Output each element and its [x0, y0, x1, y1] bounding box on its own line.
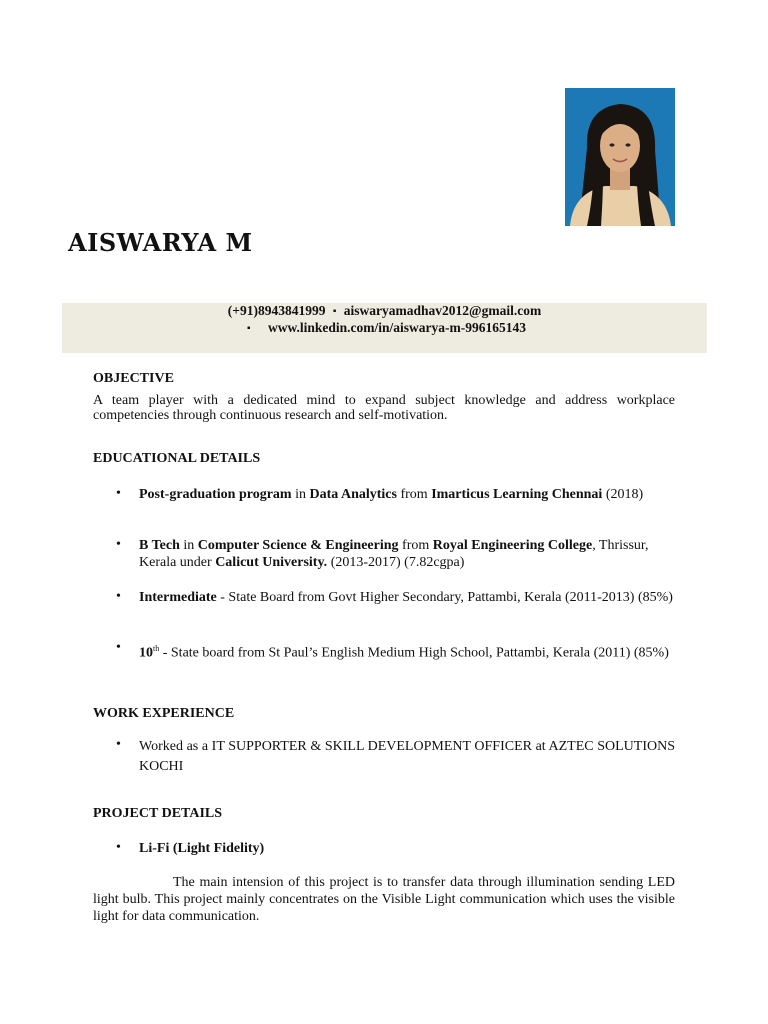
objective-text: A team player with a dedicated mind to expand subject knowledge and address workplace competencies through continuous research and self-motivation.	[93, 393, 675, 423]
bullet-icon: •	[116, 737, 121, 752]
linkedin-link[interactable]: www.linkedin.com/in/aiswarya-m-996165143	[267, 320, 526, 335]
bullet-icon: •	[116, 486, 121, 501]
education-item: Intermediate - State Board from Govt Higher Secondary, Pattambi, Kerala (2011-2013) (85%)	[139, 590, 673, 605]
bullet-icon: •	[116, 589, 121, 604]
bullet-icon: •	[116, 640, 121, 655]
contact-line-1	[62, 303, 707, 319]
contact-line-2	[62, 320, 707, 336]
email-link[interactable]: aiswaryamadhav2012@gmail.com	[343, 303, 542, 318]
education-item: B Tech in Computer Science & Engineering from Royal Engineering College, Thrissur, Kerala under Calicut University. (2013-2017) (7.82cgpa)	[139, 538, 649, 570]
profile-photo	[565, 88, 675, 226]
objective-title: OBJECTIVE	[93, 371, 174, 386]
project-description: The main intension of this project is to transfer data through illumination sending LED light bulb. This project mainly concentrates on the Visible Light communication which uses the visible light for data communication.	[93, 875, 675, 924]
separator-icon: ▪	[247, 323, 251, 334]
candidate-name: AISWARYA M	[68, 228, 253, 257]
phone-number: (+91)8943841999	[227, 303, 326, 318]
projects-title: PROJECT DETAILS	[93, 806, 223, 821]
work-item: Worked as a IT SUPPORTER & SKILL DEVELOPMENT OFFICER at AZTEC SOLUTIONS KOCHI	[139, 739, 675, 774]
education-item: 10th - State board from St Paul’s English Medium High School, Pattambi, Kerala (2011) (85%)	[139, 644, 669, 661]
bullet-icon: •	[116, 840, 121, 855]
work-title: WORK EXPERIENCE	[93, 706, 235, 721]
education-title: EDUCATIONAL DETAILS	[93, 451, 261, 466]
project-name: Li-Fi (Light Fidelity)	[139, 841, 265, 856]
bullet-icon: •	[116, 537, 121, 552]
separator-icon: ▪	[332, 306, 337, 317]
contact-band	[62, 303, 707, 353]
education-item: Post-graduation program in Data Analytics from Imarticus Learning Chennai (2018)	[139, 487, 644, 502]
